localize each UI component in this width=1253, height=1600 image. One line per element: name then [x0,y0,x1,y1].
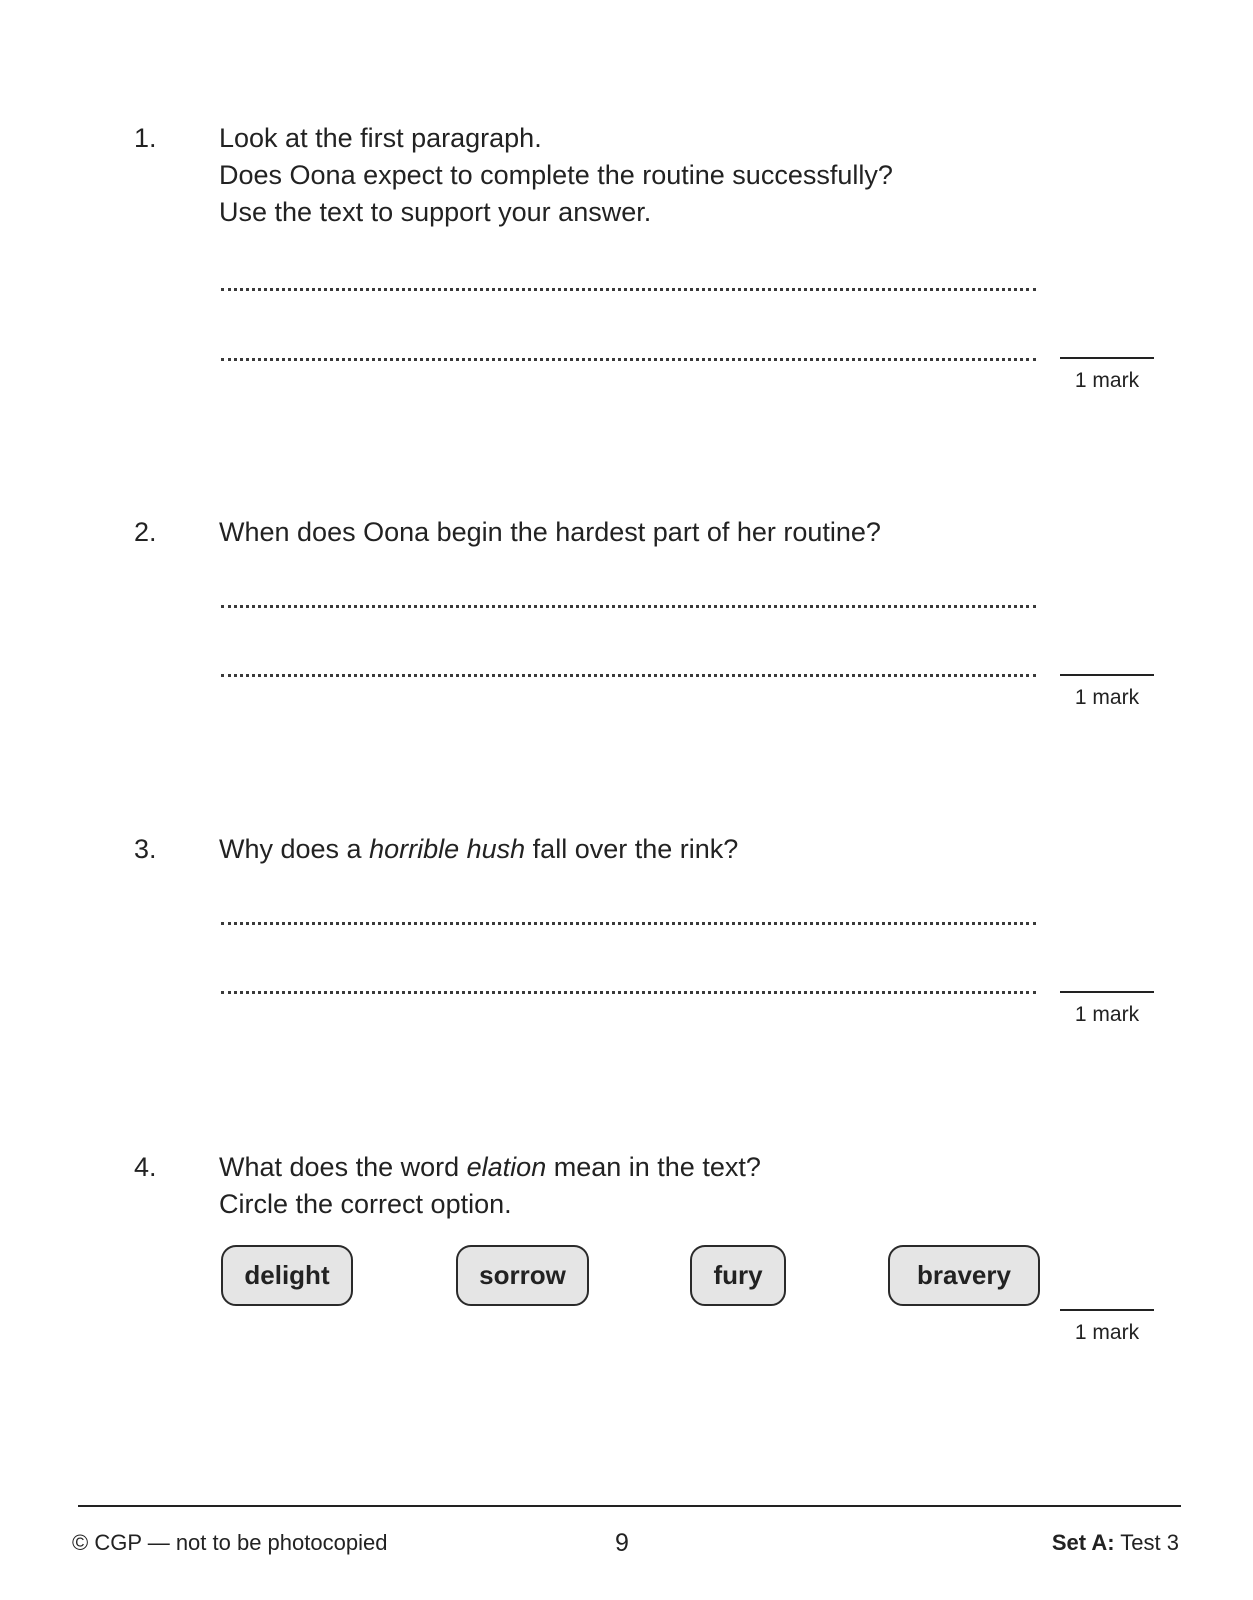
question-line: Use the text to support your answer. [219,197,652,227]
question-text-part: Why does a [219,834,370,864]
question-text-part: mean in the text? [546,1152,761,1182]
answer-line[interactable] [221,605,1036,608]
mark-label: 1 mark [1074,686,1140,709]
answer-line[interactable] [221,922,1036,925]
mark-label: 1 mark [1074,1321,1140,1344]
mark-box [1060,1309,1154,1311]
mark-label: 1 mark [1074,369,1140,392]
quoted-word: elation [466,1152,547,1182]
mark-box [1060,357,1154,359]
question-line [219,1149,761,1186]
quoted-phrase: horrible hush [369,834,526,864]
page-number: 9 [615,1529,629,1557]
question-text [219,831,738,868]
question-line: Look at the first paragraph. [219,123,542,153]
option-fury[interactable]: fury [690,1245,786,1306]
question-text-part: What does the word [219,1152,467,1182]
set-label: Set A: [1051,1530,1115,1555]
answer-line[interactable] [221,674,1036,677]
question-number: 3. [134,834,157,864]
question-number: 2. [134,517,157,547]
test-number: Test 3 [1114,1530,1179,1555]
question-text: When does Oona begin the hardest part of her routine? [219,517,881,547]
test-label [1052,1530,1179,1556]
question-text [219,1149,761,1223]
question-line: Does Oona expect to complete the routine successfully? [219,160,893,190]
question-number: 4. [134,1152,157,1182]
mark-box [1060,674,1154,676]
mark-box [1060,991,1154,993]
answer-line[interactable] [221,288,1036,291]
answer-line[interactable] [221,991,1036,994]
question-text [219,120,893,231]
option-sorrow[interactable]: sorrow [456,1245,589,1306]
answer-line[interactable] [221,358,1036,361]
question-number: 1. [134,123,157,153]
question-line: Circle the correct option. [219,1189,512,1219]
question-text-part: fall over the rink? [525,834,739,864]
option-delight[interactable]: delight [221,1245,353,1306]
option-bravery[interactable]: bravery [888,1245,1040,1306]
mark-label: 1 mark [1074,1003,1140,1026]
copyright-notice: © CGP — not to be photocopied [72,1530,388,1555]
footer-divider [78,1505,1181,1507]
